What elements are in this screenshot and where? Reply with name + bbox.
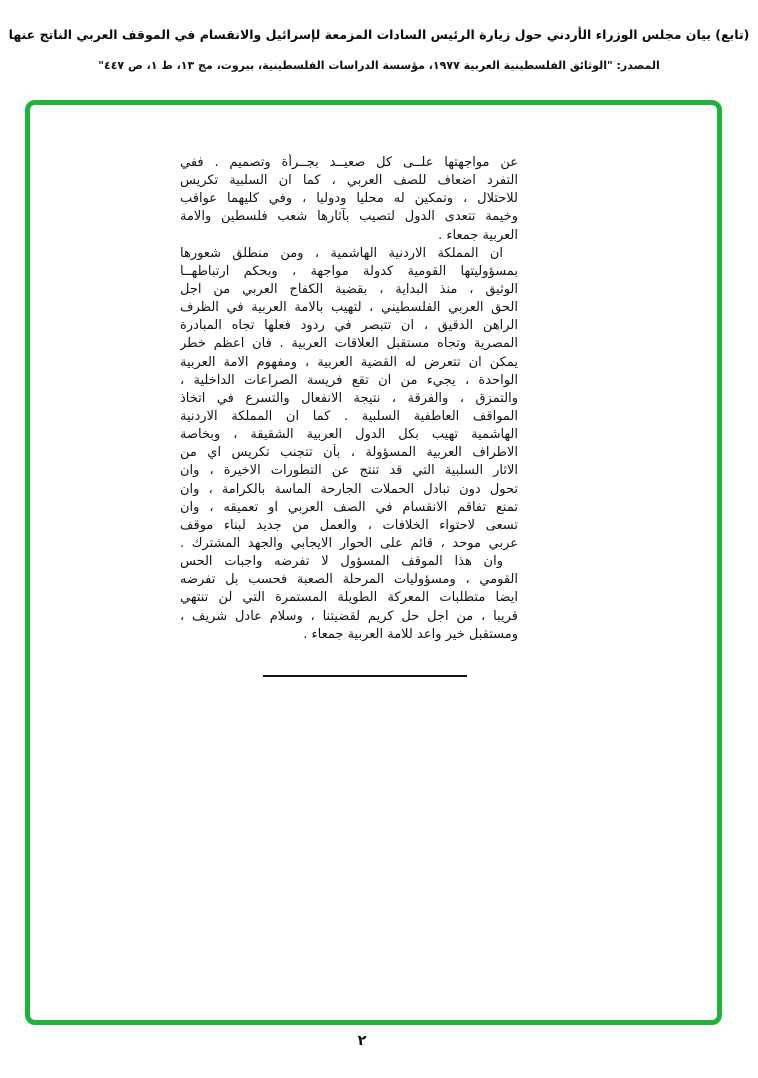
continuation-title: (تابع) بيان مجلس الوزراء الأردني حول زيارة الرئيس السادات المزمعة لإسرائيل والانقسام في الموقف العربي الناتج عنها [8,27,750,42]
text-line: عن مواجهتها علــى كل صعيــد بجــرأة وتصميم . ففي [180,155,518,170]
text-line: الاثار السلبية التي قد تنتج عن التطورات الاخيرة ، وان [180,463,518,479]
text-line: القومي ، ومسؤوليات المرحلة الصعبة فحسب بل تفرضه [180,572,518,588]
text-line: الوثيق ، منذ البداية ، بقضية الكفاح العربي من اجل [180,281,518,297]
text-line: وخيمة تتعدى الدول لتصيب بآثارها شعب فلسطين والامة [180,209,518,225]
text-line: تحول دون تبادل الحملات الجارحة الماسة بالكرامة ، وان [180,481,518,497]
text-line: التفرد اضعاف للصف العربي ، كما ان السلبية تكريس [180,173,518,189]
source-citation: المصدر: "الوثائق الفلسطينية العربية ١٩٧٧، مؤسسة الدراسات الفلسطينية، بيروت، مج ١٣، ط ١، ص ٤٤٧" [98,59,660,72]
text-line: والتمزق ، والفرقة ، نتيجة الانفعال والتسرع في اتخاذ [180,390,518,406]
document-body [180,154,518,644]
text-line: تمنع تفاقم الانقسام في الصف العربي او تعميقه ، وان [180,499,518,515]
text-line: الاطراف العربية المسؤولة ، بأن تتجنب تكريس اي من [180,445,518,461]
text-line: ان المملكة الاردنية الهاشمية ، ومن منطلق شعورها [180,245,503,261]
text-line: الحق العربي الفلسطيني ، لتهيب بالامة العربية في الظرف [180,300,518,316]
text-line: المواقف العاطفية السلبية . كما ان المملكة الاردنية [180,408,518,424]
text-line: وان هذا الموقف المسؤول لا تفرضه واجبات الحس [180,554,503,570]
text-line: الواحدة ، يجيء من ان تقع فريسة الصراعات الداخلية ، [180,372,518,388]
text-line: بمسؤوليتها القومية كدولة مواجهة ، وبحكم ارتباطهــا [180,263,518,279]
text-line: للاحتلال ، وتمكين له محليا ودوليا ، وفي كليهما عواقب [180,191,518,207]
text-line: ومستقبل خير واعد للامة العربية جمعاء . [303,626,518,642]
text-line: تسعى لاحتواء الخلافات ، والعمل من جديد لبناء موقف [180,517,518,533]
section-divider [263,675,467,677]
text-line: قريبا ، من اجل حل كريم لقضيتنا ، وسلام عادل شريف ، [180,608,518,624]
text-line: الهاشمية تهيب بكل الدول العربية الشقيقة ، وبخاصة [180,427,518,443]
page-number: ٢ [357,1033,367,1049]
text-line: المصرية وتجاه مستقبل العلاقات العربية . فان اعظم خطر [180,336,518,352]
text-line: العربية جمعاء . [438,227,518,243]
text-line: عربي موحد ، قائم على الحوار الايجابي والجهد المشترك . [180,535,518,551]
text-line: الراهن الدقيق ، ان تتبصر في ردود فعلها تجاه المبادرة [180,318,518,334]
text-line: ايضا متطلبات المعركة الطويلة المستمرة التي لن تنتهي [180,590,518,606]
text-line: يمكن ان تتعرض له القضية العربية ، ومفهوم الامة العربية [180,354,518,370]
